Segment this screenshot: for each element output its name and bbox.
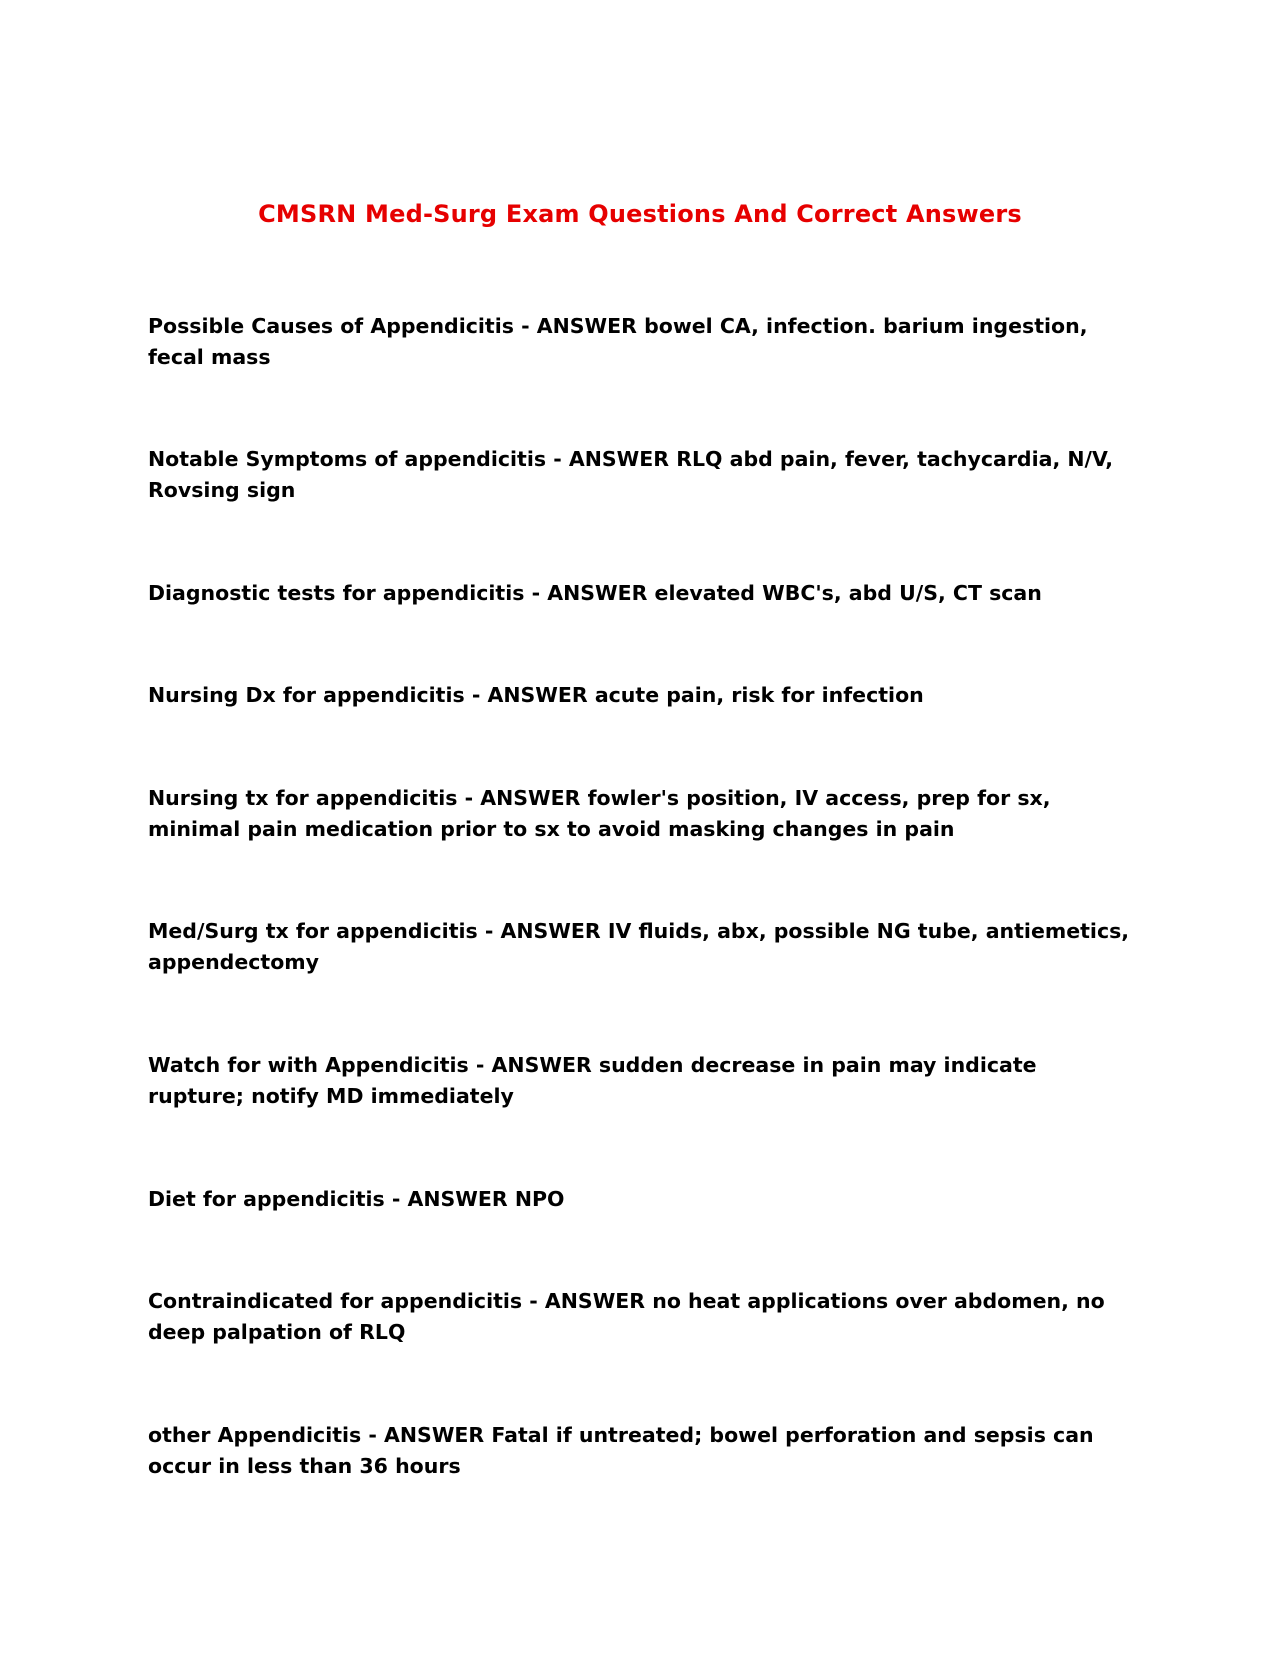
qa-item-diagnostic-tests: Diagnostic tests for appendicitis - ANSWER elevated WBC's, abd U/S, CT scan bbox=[148, 581, 1042, 605]
qa-item-med-surg-tx: Med/Surg tx for appendicitis - ANSWER IV fluids, abx, possible NG tube, antiemetics, appendectomy bbox=[148, 919, 1130, 974]
qa-item-symptoms: Notable Symptoms of appendicitis - ANSWER RLQ abd pain, fever, tachycardia, N/V, Rovsing sign bbox=[148, 447, 1114, 502]
qa-item-causes: Possible Causes of Appendicitis - ANSWER bowel CA, infection. barium ingestion, fecal mass bbox=[148, 314, 1088, 369]
qa-item-watch-for: Watch for with Appendicitis - ANSWER sudden decrease in pain may indicate rupture; notify MD immediately bbox=[148, 1053, 1037, 1108]
qa-item-nursing-tx: Nursing tx for appendicitis - ANSWER fowler's position, IV access, prep for sx, minimal pain medication prior to sx to avoid masking changes in pain bbox=[148, 786, 1051, 841]
qa-item-contraindicated: Contraindicated for appendicitis - ANSWER no heat applications over abdomen, no deep palpation of RLQ bbox=[148, 1289, 1105, 1344]
qa-item-nursing-dx: Nursing Dx for appendicitis - ANSWER acute pain, risk for infection bbox=[148, 683, 924, 707]
qa-item-diet: Diet for appendicitis - ANSWER NPO bbox=[148, 1187, 565, 1211]
document-title: CMSRN Med-Surg Exam Questions And Correct Answers bbox=[258, 200, 1022, 228]
qa-item-other: other Appendicitis - ANSWER Fatal if untreated; bowel perforation and sepsis can occur in less than 36 hours bbox=[148, 1423, 1094, 1478]
